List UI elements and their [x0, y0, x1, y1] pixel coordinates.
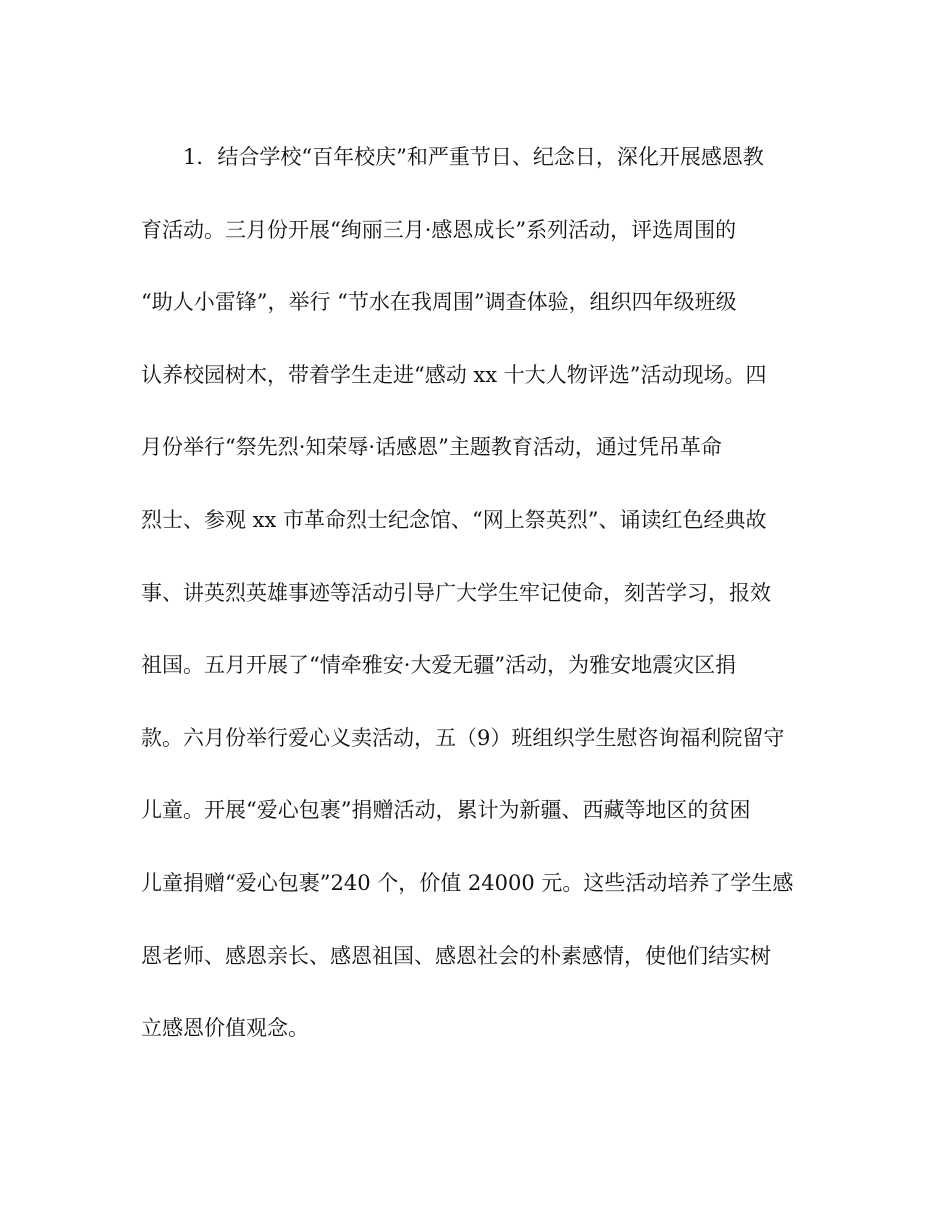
paragraph-line: 立感恩价值观念。 [141, 1016, 309, 1041]
paragraph-line: 育活动。三月份开展“绚丽三月·感恩成长”系列活动，评选周围的 [141, 217, 737, 242]
paragraph-line: 月份举行“祭先烈·知荣辱·话感恩”主题教育活动，通过凭吊革命 [141, 435, 722, 460]
paragraph-line: 事、讲英烈英雄事迹等活动引导广大学生牢记使命，刻苦学习，报效 [141, 580, 771, 605]
paragraph-line: 恩老师、感恩亲长、感恩祖国、感恩社会的朴素感情，使他们结实树 [141, 943, 771, 968]
paragraph-line: 认养校园树木，带着学生走进“感动 xx 十大人物评选”活动现场。四 [141, 362, 767, 387]
paragraph-line: 烈士、参观 xx 市革命烈士纪念馆、“网上祭英烈”、诵读红色经典故 [141, 507, 767, 532]
paragraph-line: 儿童捐赠“爱心包裹”240 个，价值 24000 元。这些活动培养了学生感 [141, 870, 794, 895]
paragraph-line: 儿童。开展“爱心包裹”捐赠活动，累计为新疆、西藏等地区的贫困 [141, 798, 751, 823]
paragraph-line: 款。六月份举行爱心义卖活动，五（9）班组织学生慰咨询福利院留守 [141, 725, 785, 750]
paragraph-line: “助人小雷锋”，举行 “节水在我周围”调查体验，组织四年级班级 [141, 290, 737, 315]
paragraph-line: 1．结合学校“百年校庆”和严重节日、纪念日，深化开展感恩教 [141, 145, 764, 169]
body-paragraph [141, 140, 821, 1084]
paragraph-line: 祖国。五月开展了“情牵雅安·大爱无疆”活动，为雅安地震灾区捐 [141, 653, 737, 678]
